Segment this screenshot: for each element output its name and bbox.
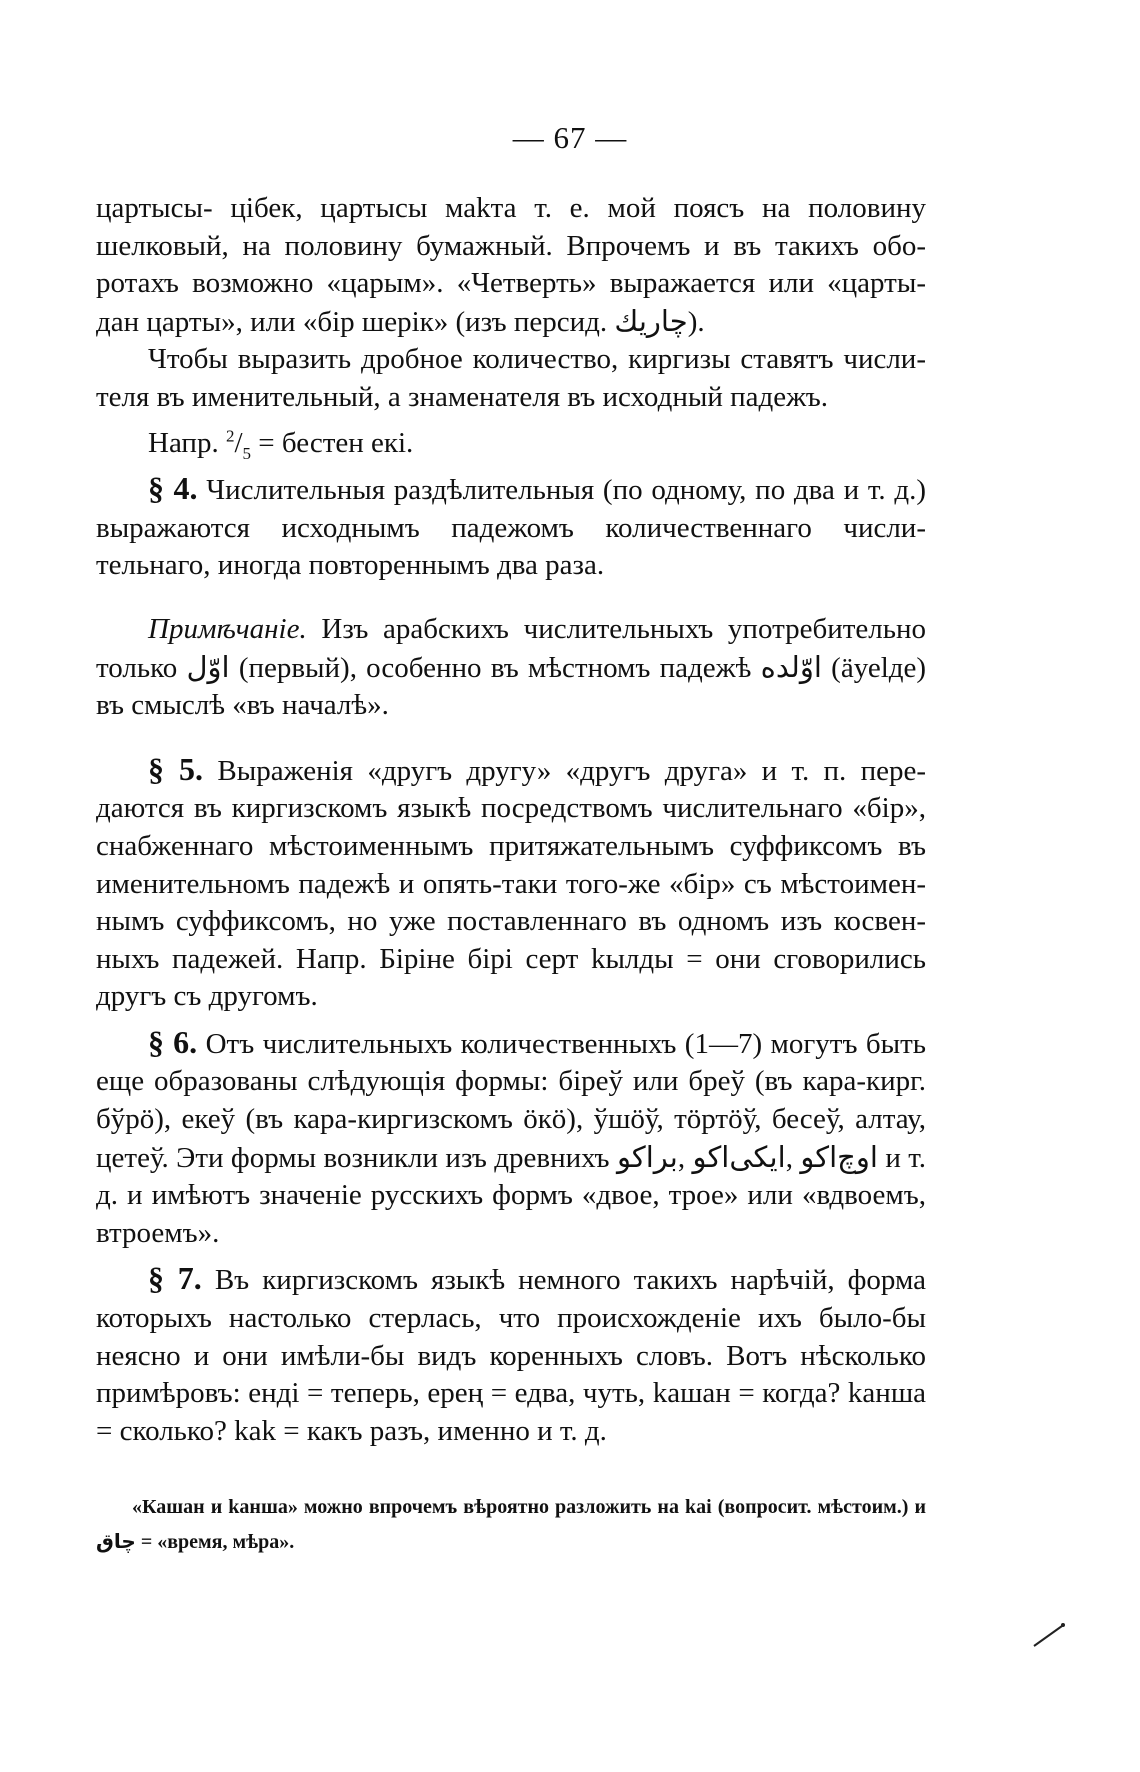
- footnote-text: [96, 1490, 926, 1559]
- arabic-word: اوچ‌اکو: [800, 1139, 878, 1174]
- fraction-denominator: 5: [242, 443, 252, 463]
- ink-speck-mark: [1030, 1620, 1070, 1650]
- text-fragment: (äуеlде): [831, 651, 927, 684]
- section-4: [96, 470, 926, 585]
- text-line: именительномъ падежѣ и опять-таки того-же «бір» съ мѣстоимен-: [96, 867, 926, 900]
- example-fraction: [96, 425, 926, 463]
- text-line: ротахъ возможно «царым». «Четверть» выражается или «царты-: [96, 267, 926, 300]
- text-line: въ смыслѣ «въ началѣ».: [96, 689, 389, 722]
- note: [96, 611, 926, 725]
- text-fragment: = «время, мѣра».: [140, 1531, 295, 1553]
- arabic-word: اوّلده: [760, 649, 822, 684]
- text-fragment: Напр.: [148, 426, 219, 459]
- fraction-numerator: 2: [225, 425, 235, 445]
- arabic-word: چاریك: [614, 303, 688, 338]
- arabic-word: براكو: [616, 1139, 678, 1174]
- text-line: примѣровъ: енді = теперь, ерең = едва, чуть, kашан = когда?: [96, 1377, 841, 1410]
- text-line: ныхъ падежей. Напр. Біріне бірі серт kылды = они сговорились: [96, 942, 926, 975]
- section-mark: § 4.: [148, 470, 198, 507]
- text-line: кара-кирг. бўрö), екеў (въ кара-киргизскомъ öкö), ўшöў, тöртöў,: [96, 1065, 926, 1136]
- footnote: [96, 1490, 926, 1559]
- text-line: и т. д. и имѣютъ значеніе русскихъ формъ: [96, 1141, 927, 1212]
- text-line: быть еще образованы слѣдующія формы: біреў или бреў (въ: [96, 1027, 927, 1098]
- section-5: [96, 751, 926, 1016]
- text-line: Изъ арабскихъ числительныхъ употребительно: [321, 612, 926, 645]
- text-line: Выраженія «другъ другу» «другъ друга» и т. п. пере-: [217, 754, 927, 787]
- text-line: снабженнаго мѣстоименнымъ притяжательнымъ суффиксомъ въ: [96, 829, 926, 862]
- text-line: Отъ числительныхъ количественныхъ (1—7) могутъ: [205, 1027, 858, 1060]
- text-line: Числительныя раздѣлительныя (по одному, по два и: [206, 474, 860, 507]
- text-line: тельнаго, иногда повтореннымъ два раза.: [96, 549, 605, 582]
- section-mark: § 7.: [148, 1260, 202, 1297]
- text-line: «Кашан и kанша» можно впрочемъ вѣроятно разложить на kаі (вопросит.: [132, 1496, 812, 1518]
- text-fragment: ).: [687, 305, 705, 338]
- section-7: [96, 1260, 926, 1450]
- arabic-word: اوّل: [186, 649, 230, 684]
- paragraph-2: [96, 341, 926, 416]
- text-fragment: = бестен екі.: [258, 426, 414, 459]
- paragraph-1: [96, 190, 926, 341]
- text-line: неясно и они имѣли-бы видъ коренныхъ словъ. Вотъ нѣсколько: [96, 1339, 926, 1372]
- note-title: Примѣчаніе.: [148, 612, 307, 645]
- text-line: т. д.) выражаются исходнымъ падежомъ количественнаго числи-: [96, 474, 927, 544]
- text-fragment: (первый), особенно въ мѣстномъ падежѣ: [238, 651, 752, 684]
- text-line: цартысы- цібек, цартысы маkта т. е. мой поясъ на половину: [96, 192, 926, 224]
- text-fragment: мѣстоим.) и: [817, 1496, 927, 1518]
- section-mark: § 5.: [148, 750, 204, 787]
- text-line: Чтобы выразить дробное количество, киргизы ставятъ числи-: [148, 343, 926, 376]
- text-fragment: только: [96, 651, 178, 684]
- text-line: «двое, трое» или «вдвоемъ, втроемъ».: [96, 1179, 926, 1249]
- text-line: другъ съ другомъ.: [96, 980, 318, 1013]
- arabic-word: چاق: [96, 1529, 136, 1553]
- text-fragment: бесеў, алтау, цетеў. Эти формы возникли изъ древнихъ: [96, 1103, 926, 1174]
- text-line: которыхъ настолько стерлась, что происхожденіе ихъ было-бы: [96, 1302, 926, 1335]
- main-text: [96, 190, 926, 1450]
- text-line: дан царты», или «бір шерік» (изъ персид.: [96, 305, 608, 338]
- text-line: Въ киргизскомъ языкѣ немного такихъ нарѣчій, форма: [214, 1264, 927, 1297]
- text-line: теля въ именительный, а знаменателя въ исходный падежъ.: [96, 380, 829, 413]
- text-line: шелковый, на половину бумажный. Впрочемъ и въ такихъ обо-: [96, 229, 926, 262]
- arabic-word: ایکی‌اکو: [692, 1139, 786, 1174]
- page-number: — 67 —: [512, 120, 628, 155]
- text-line: даются въ киргизскомъ языкѣ посредствомъ числительнаго «бір»,: [96, 792, 926, 825]
- text-line: нымъ суффиксомъ, но уже поставленнаго въ одномъ изъ косвен-: [96, 905, 926, 938]
- section-6: § 6. Отъ числительныхъ количественныхъ (1—7) могутъ быть еще образованы слѣдующія формы: біреў или бреў (въ кара-кирг. бўрö), екеў (въ кара-киргизскомъ öкö), ўшöў, тöртöў, бесеў, алтау, цетеў. Эти формы возникли изъ древнихъ براكو, ایکی‌اکو, اوچ‌اکو и т. д. и имѣютъ значеніе русскихъ формъ «двое, трое» или «вдвоемъ, втроемъ».: [96, 1023, 927, 1249]
- fraction: $^2/_5$: [225, 425, 252, 463]
- section-mark: § 6.: [148, 1023, 198, 1060]
- text-line: kанша = сколько? kаk = какъ разъ, именно и т. д.: [96, 1377, 927, 1447]
